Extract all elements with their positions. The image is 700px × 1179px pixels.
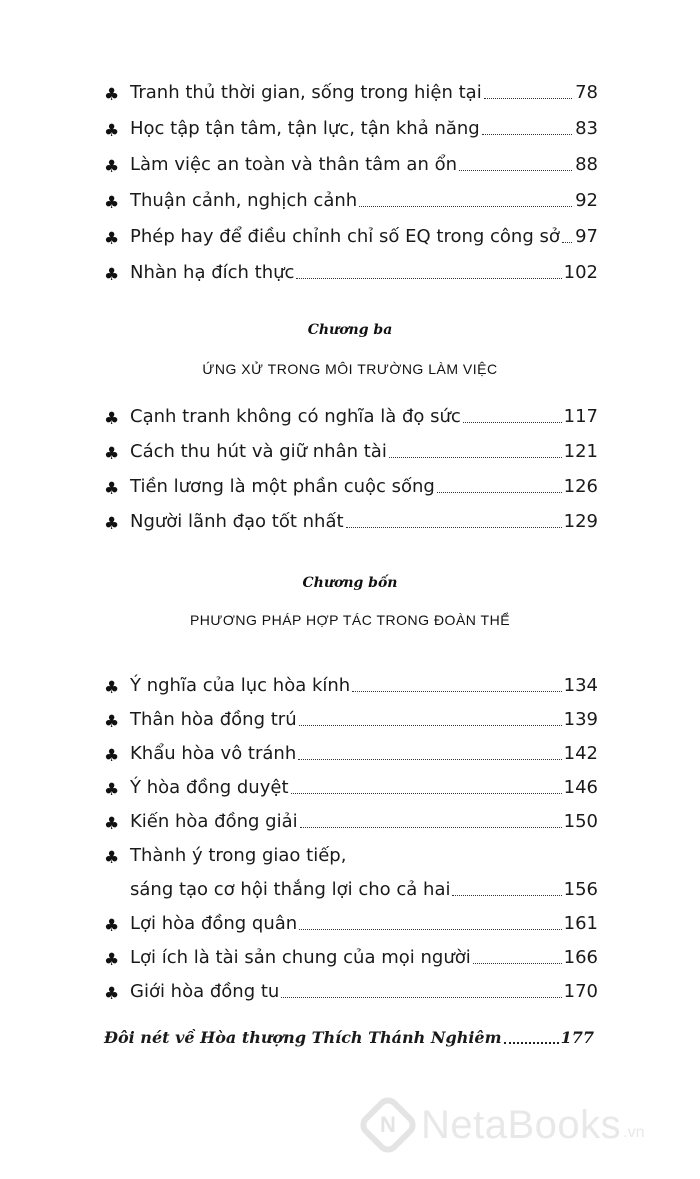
- toc-entry-page: 170: [563, 981, 598, 1002]
- dot-leader: [359, 205, 572, 207]
- toc-section-top: [104, 82, 598, 284]
- watermark-logo: [365, 1102, 645, 1148]
- dot-leader: [484, 97, 572, 99]
- toc-entry-bio[interactable]: [104, 1028, 594, 1048]
- toc-entry-page: 102: [563, 262, 598, 283]
- club-icon: ♣: [104, 712, 120, 732]
- toc-entry-title: Người lãnh đạo tốt nhất: [130, 511, 344, 532]
- toc-entry[interactable]: [104, 675, 598, 697]
- club-icon: ♣: [104, 85, 120, 105]
- toc-entry[interactable]: [104, 709, 598, 731]
- dot-leader: [562, 241, 572, 243]
- toc-entry-title: Làm việc an toàn và thân tâm an ổn: [130, 154, 458, 175]
- toc-entry-page: 142: [563, 743, 598, 764]
- toc-entry[interactable]: [104, 190, 598, 212]
- toc-entry-title: Ý hòa đồng duyệt: [130, 777, 289, 798]
- toc-entry-title: Thuận cảnh, nghịch cảnh: [130, 190, 358, 211]
- toc-entry[interactable]: [104, 476, 598, 498]
- club-icon: ♣: [104, 814, 120, 834]
- toc-section-chapter4: [104, 675, 598, 1003]
- toc-entry[interactable]: [104, 811, 598, 833]
- club-icon: ♣: [104, 848, 120, 868]
- club-icon: ♣: [104, 746, 120, 766]
- toc-entry-title: Nhàn hạ đích thực: [130, 262, 295, 283]
- dot-leader: [452, 894, 561, 896]
- dot-leader: [296, 277, 561, 279]
- dot-leader: [281, 996, 561, 998]
- toc-entry[interactable]: [104, 154, 598, 176]
- toc-section-chapter3: [104, 406, 598, 533]
- toc-entry-title: Đôi nét về Hòa thượng Thích Thánh Nghiêm: [104, 1028, 502, 1047]
- toc-entry[interactable]: [104, 406, 598, 428]
- club-icon: ♣: [104, 409, 120, 429]
- watermark-brand: NetaBooks: [421, 1102, 622, 1147]
- dot-leader: [473, 962, 562, 964]
- toc-entry-page: 156: [563, 879, 598, 900]
- toc-entry-page: 134: [563, 675, 598, 696]
- toc-entry[interactable]: [104, 441, 598, 463]
- toc-entry[interactable]: [104, 262, 598, 284]
- dot-leader: [437, 491, 562, 493]
- toc-entry-title: Cạnh tranh không có nghĩa là đọ sức: [130, 406, 461, 427]
- dot-leader: [459, 169, 572, 171]
- dot-leader: [300, 826, 562, 828]
- club-icon: ♣: [104, 514, 120, 534]
- toc-entry-page: 92: [575, 190, 598, 211]
- toc-entry[interactable]: [104, 947, 598, 969]
- toc-entry-title: Thành ý trong giao tiếp,: [130, 845, 347, 866]
- toc-entry-title: Ý nghĩa của lục hòa kính: [130, 675, 351, 696]
- toc-entry-title: Kiến hòa đồng giải: [130, 811, 298, 832]
- dot-leader: [352, 690, 561, 692]
- toc-entry-page: 146: [563, 777, 598, 798]
- toc-entry[interactable]: [104, 981, 598, 1003]
- dot-leader: [504, 1041, 559, 1044]
- toc-entry-title: Khẩu hòa vô tránh: [130, 743, 297, 764]
- chapter-title: ỨNG XỬ TRONG MÔI TRƯỜNG LÀM VIỆC: [202, 361, 498, 377]
- toc-entry[interactable]: [104, 879, 598, 901]
- toc-entry[interactable]: [104, 118, 598, 140]
- toc-entry-page: 166: [563, 947, 598, 968]
- toc-entry[interactable]: [104, 777, 598, 799]
- club-icon: ♣: [104, 121, 120, 141]
- toc-entry-title: Tiền lương là một phần cuộc sống: [130, 476, 435, 497]
- club-icon: ♣: [104, 678, 120, 698]
- toc-entry-page: 150: [563, 811, 598, 832]
- toc-entry-page: 177: [560, 1028, 594, 1047]
- toc-entry-title: Tranh thủ thời gian, sống trong hiện tại: [130, 82, 482, 103]
- dot-leader: [389, 456, 562, 458]
- toc-entry-title: Cách thu hút và giữ nhân tài: [130, 441, 387, 462]
- club-icon: ♣: [104, 916, 120, 936]
- toc-entry-title: Thân hòa đồng trú: [130, 709, 297, 730]
- toc-entry[interactable]: [104, 511, 598, 533]
- toc-entry-title: Học tập tận tâm, tận lực, tận khả năng: [130, 118, 480, 139]
- netabooks-logo-icon: N: [355, 1092, 420, 1157]
- toc-entry[interactable]: [104, 743, 598, 765]
- toc-entry[interactable]: [104, 913, 598, 935]
- toc-entry[interactable]: [104, 82, 598, 104]
- dot-leader: [346, 526, 562, 528]
- toc-entry-page: 117: [563, 406, 598, 427]
- toc-entry-page: 161: [563, 913, 598, 934]
- dot-leader: [463, 421, 562, 423]
- toc-entry-page: 139: [563, 709, 598, 730]
- toc-entry-page: 129: [563, 511, 598, 532]
- club-icon: ♣: [104, 193, 120, 213]
- club-icon: ♣: [104, 157, 120, 177]
- toc-entry-page: 121: [563, 441, 598, 462]
- club-icon: ♣: [104, 229, 120, 249]
- club-icon: ♣: [104, 444, 120, 464]
- club-icon: ♣: [104, 780, 120, 800]
- toc-entry-title: Lợi hòa đồng quân: [130, 913, 298, 934]
- toc-entry-page: 97: [575, 226, 598, 247]
- toc-entry-page: 126: [563, 476, 598, 497]
- club-icon: ♣: [104, 265, 120, 285]
- dot-leader: [482, 133, 572, 135]
- toc-entry-first-line[interactable]: [104, 845, 598, 867]
- dot-leader: [291, 792, 562, 794]
- toc-entry-title: Giới hòa đồng tu: [130, 981, 280, 1002]
- club-icon: ♣: [104, 950, 120, 970]
- toc-entry-title: Lợi ích là tài sản chung của mọi người: [130, 947, 471, 968]
- dot-leader: [299, 928, 561, 930]
- toc-entry-title: Phép hay để điều chỉnh chỉ số EQ trong công sở: [130, 226, 560, 247]
- toc-entry[interactable]: [104, 226, 598, 248]
- chapter-label: Chương ba: [307, 322, 393, 338]
- dot-leader: [299, 724, 562, 726]
- dot-leader: [298, 758, 561, 760]
- toc-entry-page: 83: [575, 118, 598, 139]
- watermark-suffix: .vn: [623, 1124, 645, 1141]
- chapter-title: PHƯƠNG PHÁP HỢP TÁC TRONG ĐOÀN THỂ: [189, 612, 511, 628]
- club-icon: ♣: [104, 984, 120, 1004]
- toc-entry-title-continued: sáng tạo cơ hội thắng lợi cho cả hai: [130, 879, 451, 900]
- chapter-label: Chương bốn: [302, 575, 398, 591]
- club-icon: ♣: [104, 479, 120, 499]
- toc-entry-page: 88: [575, 154, 598, 175]
- toc-entry-page: 78: [575, 82, 598, 103]
